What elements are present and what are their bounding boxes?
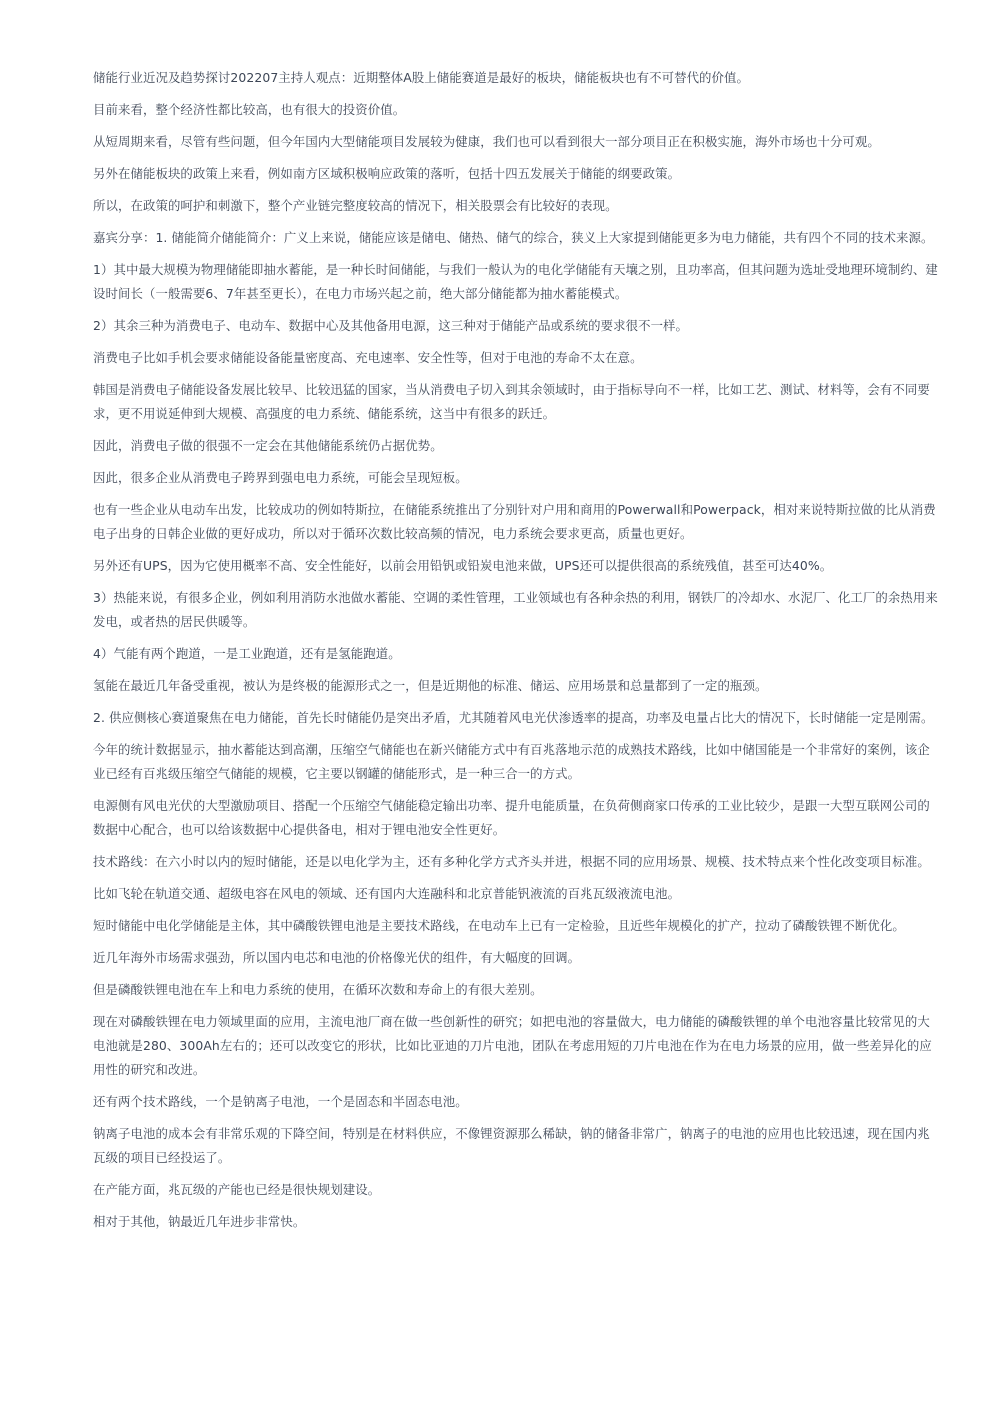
paragraph-14: 另外还有UPS，因为它使用概率不高、安全性能好，以前会用铅钒或铅炭电池来做，UPS还可以提供很高的系统残值，甚至可达40%。 bbox=[93, 558, 833, 573]
paragraph-21: 技术路线：在六小时以内的短时储能，还是以电化学为主，还有多种化学方式齐头并进，根据不同的应用场景、规模、技术特点来个性化改变项目标准。 bbox=[93, 854, 930, 869]
paragraph-12: 因此，很多企业从消费电子跨界到强电电力系统，可能会呈现短板。 bbox=[93, 470, 468, 485]
paragraph-26: 现在对磷酸铁锂在电力领域里面的应用，主流电池厂商在做一些创新性的研究；如把电池的容量做大，电力储能的磷酸铁锂的单个电池容量比较常见的大电池就是280、300Ah左右的；还可以改变它的形状，比如比亚迪的刀片电池，团队在考虑用短的刀片电池在作为在电力场景的应用，做一些差异化的应用性的研究和改进。 bbox=[93, 1014, 932, 1077]
paragraph-9: 消费电子比如手机会要求储能设备能量密度高、充电速率、安全性等，但对于电池的寿命不太在意。 bbox=[93, 350, 643, 365]
paragraph-18: 2. 供应侧核心赛道聚焦在电力储能，首先长时储能仍是突出矛盾，尤其随着风电光伏渗透率的提高，功率及电量占比大的情况下，长时储能一定是刚需。 bbox=[93, 710, 934, 725]
paragraph-24: 近几年海外市场需求强劲，所以国内电芯和电池的价格像光伏的组件，有大幅度的回调。 bbox=[93, 950, 581, 965]
paragraph-11: 因此，消费电子做的很强不一定会在其他储能系统仍占据优势。 bbox=[93, 438, 443, 453]
paragraph-30: 相对于其他，钠最近几年进步非常快。 bbox=[93, 1214, 306, 1229]
paragraph-27: 还有两个技术路线，一个是钠离子电池，一个是固态和半固态电池。 bbox=[93, 1094, 468, 1109]
paragraph-25: 但是磷酸铁锂电池在车上和电力系统的使用，在循环次数和寿命上的有很大差别。 bbox=[93, 982, 543, 997]
paragraph-8: 2）其余三种为消费电子、电动车、数据中心及其他备用电源，这三种对于储能产品或系统的要求很不一样。 bbox=[93, 318, 689, 333]
paragraph-3: 从短周期来看，尽管有些问题，但今年国内大型储能项目发展较为健康，我们也可以看到很大一部分项目正在积极实施，海外市场也十分可观。 bbox=[93, 134, 880, 149]
paragraph-19: 今年的统计数据显示，抽水蓄能达到高潮，压缩空气储能也在新兴储能方式中有百兆落地示范的成熟技术路线，比如中储国能是一个非常好的案例，该企业已经有百兆级压缩空气储能的规模，它主要以钢罐的储能形式，是一种三合一的方式。 bbox=[93, 742, 930, 781]
paragraph-17: 氢能在最近几年备受重视，被认为是终极的能源形式之一，但是近期他的标准、储运、应用场景和总量都到了一定的瓶颈。 bbox=[93, 678, 768, 693]
paragraph-7: 1）其中最大规模为物理储能即抽水蓄能，是一种长时间储能，与我们一般认为的电化学储能有天壤之别，且功率高，但其问题为选址受地理环境制约、建设时间长（一般需要6、7年甚至更长），在电力市场兴起之前，绝大部分储能都为抽水蓄能模式。 bbox=[93, 262, 938, 301]
paragraph-6: 嘉宾分享：1. 储能简介储能简介：广义上来说，储能应该是储电、储热、储气的综合，狭义上大家提到储能更多为电力储能，共有四个不同的技术来源。 bbox=[93, 230, 934, 245]
paragraph-13: 也有一些企业从电动车出发，比较成功的例如特斯拉，在储能系统推出了分别针对户用和商用的Powerwall和Powerpack，相对来说特斯拉做的比从消费电子出身的日韩企业做的更好成功，所以对于循环次数比较高频的情况，电力系统会要求更高，质量也更好。 bbox=[93, 502, 936, 541]
paragraph-2: 目前来看，整个经济性都比较高，也有很大的投资价值。 bbox=[93, 102, 406, 117]
paragraph-16: 4）气能有两个跑道，一是工业跑道，还有是氢能跑道。 bbox=[93, 646, 401, 661]
paragraph-4: 另外在储能板块的政策上来看，例如南方区域积极响应政策的落听，包括十四五发展关于储能的纲要政策。 bbox=[93, 166, 681, 181]
paragraph-1: 储能行业近况及趋势探讨202207主持人观点：近期整体A股上储能赛道是最好的板块，储能板块也有不可替代的价值。 bbox=[93, 70, 750, 85]
paragraph-15: 3）热能来说，有很多企业，例如利用消防水池做水蓄能、空调的柔性管理，工业领域也有各种余热的利用，钢铁厂的冷却水、水泥厂、化工厂的余热用来发电，或者热的居民供暖等。 bbox=[93, 590, 938, 629]
paragraph-23: 短时储能中电化学储能是主体，其中磷酸铁锂电池是主要技术路线，在电动车上已有一定检验，且近些年规模化的扩产，拉动了磷酸铁锂不断优化。 bbox=[93, 918, 905, 933]
paragraph-29: 在产能方面，兆瓦级的产能也已经是很快规划建设。 bbox=[93, 1182, 381, 1197]
paragraph-22: 比如飞轮在轨道交通、超级电容在风电的领域、还有国内大连融科和北京普能钒液流的百兆瓦级液流电池。 bbox=[93, 886, 681, 901]
paragraph-20: 电源侧有风电光伏的大型激励项目、搭配一个压缩空气储能稳定输出功率、提升电能质量，在负荷侧商家口传承的工业比较少，是跟一大型互联网公司的数据中心配合，也可以给该数据中心提供备电，相对于锂电池安全性更好。 bbox=[93, 798, 930, 837]
paragraph-5: 所以，在政策的呵护和刺激下，整个产业链完整度较高的情况下，相关股票会有比较好的表现。 bbox=[93, 198, 618, 213]
paragraph-10: 韩国是消费电子储能设备发展比较早、比较迅猛的国家，当从消费电子切入到其余领域时，由于指标导向不一样，比如工艺、测试、材料等，会有不同要求，更不用说延伸到大规模、高强度的电力系统、储能系统，这当中有很多的跃迁。 bbox=[93, 382, 930, 421]
paragraph-28: 钠离子电池的成本会有非常乐观的下降空间，特别是在材料供应，不像锂资源那么稀缺，钠的储备非常广，钠离子的电池的应用也比较迅速，现在国内兆瓦级的项目已经投运了。 bbox=[93, 1126, 930, 1165]
